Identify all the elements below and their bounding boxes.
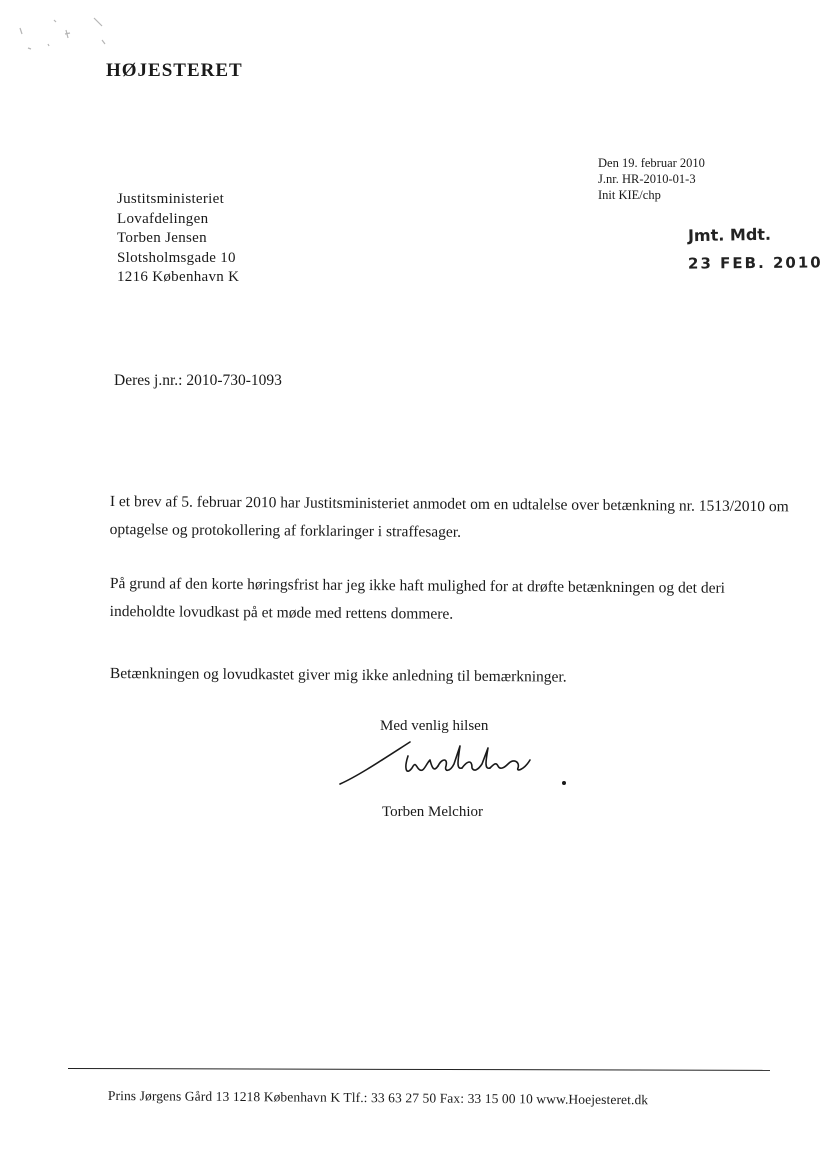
letter-date: Den 19. februar 2010 bbox=[598, 156, 705, 170]
initials: Init KIE/chp bbox=[598, 188, 661, 202]
closing-greeting: Med venlig hilsen bbox=[380, 718, 489, 734]
stamp-office: Jmt. Mdt. bbox=[687, 224, 772, 246]
signer-name: Torben Melchior bbox=[382, 804, 484, 820]
recipient-line: 1216 København K bbox=[117, 269, 240, 285]
recipient-line: Lovafdelingen bbox=[117, 210, 209, 227]
handwritten-signature bbox=[338, 738, 588, 798]
footer-address: Prins Jørgens Gård 13 1218 København K Tlf.: 33 63 27 50 Fax: 33 15 00 10 www.Hoejesteret.dk bbox=[107, 1088, 649, 1108]
body-paragraph: På grund af den korte høringsfrist har jeg ikke haft mulighed for at drøfte betænkningen og det deri indeholdte lovudkast på et møde med rettens dommere. bbox=[109, 574, 726, 623]
recipient-line: Torben Jensen bbox=[117, 230, 207, 246]
recipient-line: Justitsministeriet bbox=[117, 191, 225, 207]
received-stamp bbox=[688, 225, 823, 272]
scan-specks bbox=[8, 10, 118, 60]
recipient-address bbox=[117, 190, 239, 288]
journal-number: J.nr. HR-2010-01-3 bbox=[598, 172, 696, 186]
letter-meta bbox=[598, 155, 705, 203]
reference-number: Deres j.nr.: 2010-730-1093 bbox=[114, 372, 282, 389]
body-paragraph: I et brev af 5. februar 2010 har Justitsministeriet anmodet om en udtalelse over betænkning nr. 1513/2010 om optagelse og protokollering af forklaringer i straffesager. bbox=[109, 492, 789, 541]
recipient-line: Slotsholmsgade 10 bbox=[117, 249, 236, 266]
letterhead-title: HØJESTERET bbox=[106, 60, 243, 81]
stamp-date: 23 FEB. 2010 bbox=[687, 253, 823, 273]
footer-divider bbox=[68, 1068, 770, 1071]
body-paragraph: Betænkningen og lovudkastet giver mig ikke anledning til bemærkninger. bbox=[109, 664, 567, 686]
